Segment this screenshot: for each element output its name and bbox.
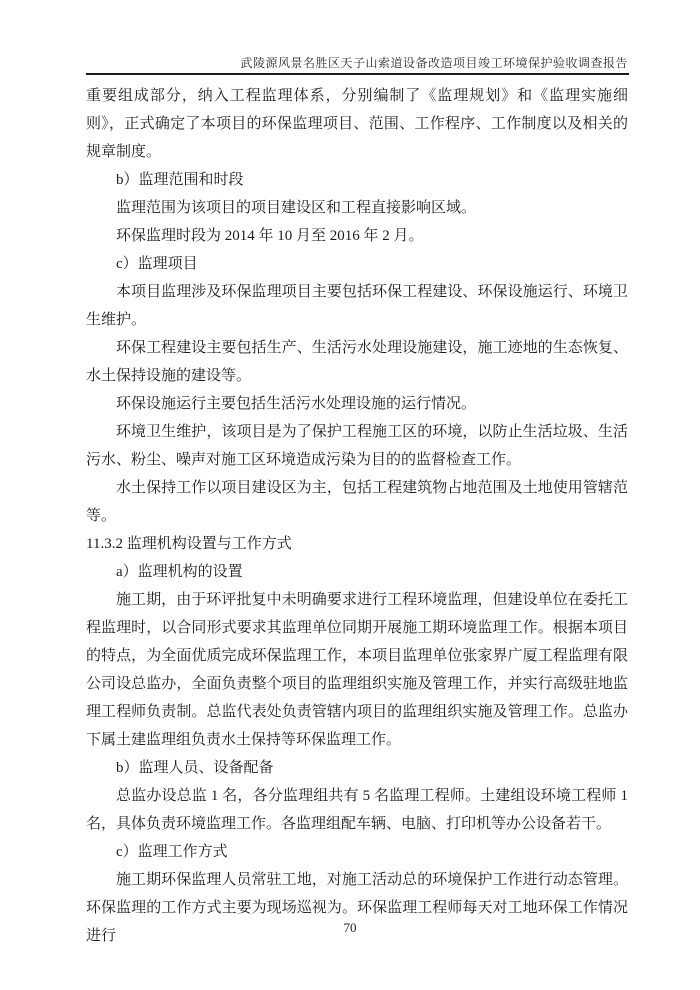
paragraph-continuation: 重要组成部分，纳入工程监理体系，分别编制了《监理规划》和《监理实施细则》，正式确定了本项目的环保监理项目、范围、工作程序、工作制度以及相关的规章制度。 <box>86 88 628 160</box>
subheading-b-staff: b）监理人员、设备配备 <box>116 760 274 776</box>
paragraph: 环境卫生维护，该项目是为了保护工程施工区的环境，以防止生活垃圾、生活污水、粉尘、噪声对施工区环境造成污染为目的的监督检查工作。 <box>86 424 628 468</box>
paragraph: 环保监理时段为 2014 年 10 月至 2016 年 2 月。 <box>116 228 424 244</box>
subheading-a-org: a）监理机构的设置 <box>116 564 243 580</box>
subheading-c-items: c）监理项目 <box>116 256 198 272</box>
paragraph: 水土保持工作以项目建设区为主，包括工程建筑物占地范围及土地使用管辖范等。 <box>86 480 628 524</box>
paragraph: 监理范围为该项目的项目建设区和工程直接影响区域。 <box>116 200 477 216</box>
section-heading-11-3-2: 11.3.2 监理机构设置与工作方式 <box>86 536 292 552</box>
page-footer <box>0 920 700 936</box>
subheading-b-scope: b）监理范围和时段 <box>116 172 244 188</box>
paragraph: 施工期环保监理人员常驻工地，对施工活动总的环境保护工作进行动态管理。环保监理的工作方式主要为现场巡视为。环保监理工程师每天对工地环保工作情况进行 <box>86 872 628 944</box>
paragraph: 施工期，由于环评批复中未明确要求进行工程环境监理，但建设单位在委托工程监理时，以合同形式要求其监理单位同期开展施工期环境监理工作。根据本项目的特点，为全面优质完成环保监理工作，本项目监理单位张家界广厦工程监理有限公司设总监办，全面负责整个项目的监理组织实施及管理工作，并实行高级驻地监理工程师负责制。总监代表处负责管辖内项目的监理组织实施及管理工作。总监办下属土建监理组负责水土保持等环保监理工作。 <box>86 592 628 748</box>
paragraph: 环保设施运行主要包括生活污水处理设施的运行情况。 <box>116 396 477 412</box>
paragraph: 环保工程建设主要包括生产、生活污水处理设施建设，施工迹地的生态恢复、水土保持设施的建设等。 <box>86 340 628 384</box>
paragraph: 总监办设总监 1 名，各分监理组共有 5 名监理工程师。土建组设环境工程师 1 名，具体负责环境监理工作。各监理组配车辆、电脑、打印机等办公设备若干。 <box>86 788 628 832</box>
page-number: 70 <box>343 920 357 935</box>
header-divider <box>86 73 629 75</box>
running-header-title: 武陵源风景名胜区天子山索道设备改造项目竣工环境保护验收调查报告 <box>240 56 628 70</box>
document-body <box>86 82 628 950</box>
paragraph: 本项目监理涉及环保监理项目主要包括环保工程建设、环保设施运行、环境卫生维护。 <box>86 284 628 328</box>
subheading-c-method: c）监理工作方式 <box>116 844 228 860</box>
